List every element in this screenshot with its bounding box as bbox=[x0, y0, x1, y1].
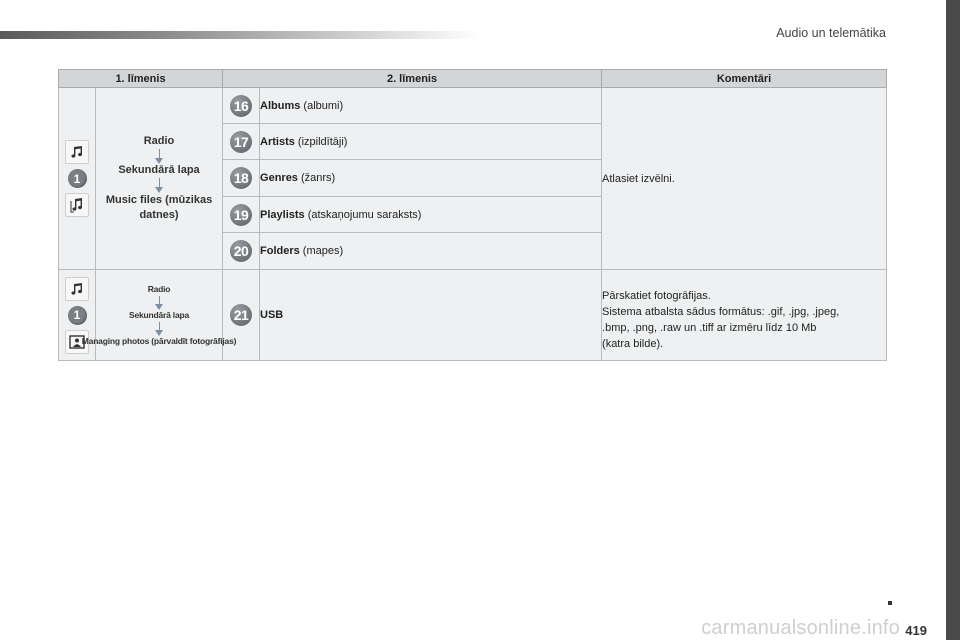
flow-arrow bbox=[159, 322, 160, 331]
comment-line: Sistema atbalsta sādus formātus: .gif, .jpg, .jpeg, bbox=[602, 306, 840, 318]
table-row bbox=[59, 88, 887, 124]
option-label: Genres bbox=[260, 172, 298, 184]
music-note-icon bbox=[65, 140, 89, 164]
header-comments: Komentāri bbox=[602, 70, 887, 88]
page-dot bbox=[888, 601, 892, 605]
flow-step-managing-photos: Managing photos (pārvaldīt fotogrāfijas) bbox=[81, 336, 237, 346]
flow-step-radio: Radio bbox=[147, 284, 171, 294]
flow-step-secondary-page: Sekundārā lapa bbox=[118, 163, 200, 176]
option-badge: 21 bbox=[230, 304, 252, 326]
header-gradient-bar bbox=[0, 31, 480, 39]
menu-table bbox=[58, 69, 887, 361]
level2-option bbox=[260, 270, 602, 361]
header-level1: 1. līmenis bbox=[59, 70, 223, 88]
step-badge: 1 bbox=[68, 169, 87, 188]
flow-arrow bbox=[159, 296, 160, 305]
level2-option bbox=[260, 197, 602, 233]
level1-icons-cell bbox=[59, 270, 96, 361]
flow-arrow bbox=[159, 178, 160, 188]
comment-cell: Atlasiet izvēlni. bbox=[602, 88, 887, 270]
level2-option bbox=[260, 160, 602, 197]
page-edge-strip bbox=[946, 0, 960, 640]
option-number-cell bbox=[223, 160, 260, 197]
option-badge: 19 bbox=[230, 204, 252, 226]
option-translation: (izpildītāji) bbox=[294, 135, 348, 148]
music-file-icon bbox=[65, 193, 89, 217]
step-badge: 1 bbox=[68, 306, 87, 325]
flow-step-radio: Radio bbox=[143, 134, 175, 147]
table-header-row bbox=[59, 70, 887, 88]
level2-option bbox=[260, 88, 602, 124]
option-number-cell bbox=[223, 270, 260, 361]
option-badge: 20 bbox=[230, 240, 252, 262]
option-number-cell bbox=[223, 197, 260, 233]
option-number-cell bbox=[223, 88, 260, 124]
comment-cell bbox=[602, 270, 887, 361]
option-translation: (albumi) bbox=[300, 99, 344, 112]
header-level2: 2. līmenis bbox=[223, 70, 602, 88]
page-number: 419 bbox=[905, 623, 927, 638]
option-label: Folders bbox=[260, 245, 300, 257]
option-badge: 17 bbox=[230, 131, 252, 153]
option-badge: 16 bbox=[230, 95, 252, 117]
section-title: Audio un telemātika bbox=[776, 26, 886, 40]
option-badge: 18 bbox=[230, 167, 252, 189]
flow-step-music-files: Music files (mūzikas datnes) bbox=[105, 193, 213, 221]
level1-icons-cell bbox=[59, 88, 96, 270]
comment-line: .bmp, .png, .raw un .tiff ar izmēru līdz 10 Mb bbox=[602, 322, 817, 334]
flow-arrow bbox=[159, 149, 160, 159]
comment-line: Pārskatiet fotogrāfijas. bbox=[602, 290, 711, 302]
music-note-icon bbox=[65, 277, 89, 301]
option-translation: (mapes) bbox=[299, 245, 344, 257]
level2-option bbox=[260, 233, 602, 270]
level1-flow-cell bbox=[96, 88, 223, 270]
option-label: Albums bbox=[260, 99, 301, 112]
option-label: Playlists bbox=[260, 208, 305, 221]
table-row bbox=[59, 270, 887, 361]
option-translation: (atskaņojumu saraksts) bbox=[304, 208, 422, 221]
watermark: carmanualsonline.info bbox=[701, 617, 900, 639]
comment-line: (katra bilde). bbox=[602, 338, 664, 350]
level1-flow-cell bbox=[81, 270, 237, 361]
option-translation: (žanrs) bbox=[297, 172, 336, 184]
option-label: Artists bbox=[260, 135, 295, 148]
option-number-cell bbox=[223, 233, 260, 270]
option-label: USB bbox=[260, 309, 284, 321]
flow-step-secondary-page: Sekundārā lapa bbox=[128, 310, 190, 320]
option-number-cell bbox=[223, 124, 260, 160]
level2-option bbox=[260, 124, 602, 160]
